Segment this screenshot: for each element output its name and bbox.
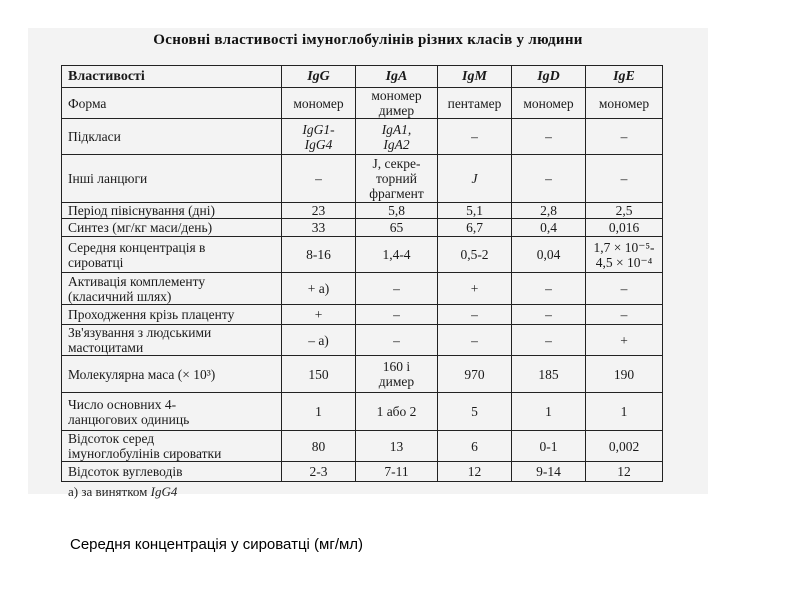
table-cell: – (586, 119, 663, 155)
table-cell: 0,5-2 (438, 237, 512, 273)
table-cell: мономер (282, 88, 356, 119)
table-cell: + (282, 305, 356, 325)
table-cell: 23 (282, 203, 356, 219)
table-row (62, 431, 663, 462)
table-cell: – (356, 273, 438, 305)
table-cell: 1,4-4 (356, 237, 438, 273)
table-cell: – (356, 305, 438, 325)
table-cell: – а) (282, 325, 356, 356)
table-row (62, 325, 663, 356)
table-header-row (62, 66, 663, 88)
table-cell: – (512, 273, 586, 305)
property-label: Число основних 4- ланцюгових одиниць (62, 393, 282, 431)
table-cell: 7-11 (356, 462, 438, 482)
property-label: Зв'язування з людськими мастоцитами (62, 325, 282, 356)
table-cell: 2,8 (512, 203, 586, 219)
property-label: Молекулярна маса (× 10³) (62, 356, 282, 393)
table-cell: 1 (282, 393, 356, 431)
slide-caption: Середня концентрація у сироватці (мг/мл) (70, 536, 364, 553)
table-cell: 80 (282, 431, 356, 462)
table-row (62, 393, 663, 431)
property-label: Форма (62, 88, 282, 119)
table-cell: 1 або 2 (356, 393, 438, 431)
table-row (62, 203, 663, 219)
table-cell: мономер (512, 88, 586, 119)
table-row (62, 305, 663, 325)
table-cell: – (356, 325, 438, 356)
table-cell: IgA1, IgA2 (356, 119, 438, 155)
table-title: Основні властивості імуноглобулінів різних класів у людини (153, 32, 583, 48)
table-row (62, 88, 663, 119)
table-cell: – (512, 155, 586, 203)
table-cell: 1 (512, 393, 586, 431)
table-cell: + а) (282, 273, 356, 305)
property-label: Інші ланцюги (62, 155, 282, 203)
table-cell: 1,7 × 10⁻⁵- 4,5 × 10⁻⁴ (586, 237, 663, 273)
table-cell: мономер (586, 88, 663, 119)
table-cell: – (438, 305, 512, 325)
table-cell: 2-3 (282, 462, 356, 482)
table-cell: 185 (512, 356, 586, 393)
table-cell: 6,7 (438, 219, 512, 237)
table-row (62, 219, 663, 237)
table-cell: – (586, 273, 663, 305)
table-cell: J, секре- торний фрагмент (356, 155, 438, 203)
table-cell: 970 (438, 356, 512, 393)
table-cell: 0,002 (586, 431, 663, 462)
table-cell: 33 (282, 219, 356, 237)
column-header: IgM (438, 66, 512, 88)
table-cell: – (282, 155, 356, 203)
table-row (62, 462, 663, 482)
table-cell: 0,4 (512, 219, 586, 237)
table-row (62, 155, 663, 203)
table-cell: J (438, 155, 512, 203)
property-label: Відсоток вуглеводів (62, 462, 282, 482)
table-cell: 13 (356, 431, 438, 462)
immunoglobulin-table (61, 65, 663, 482)
table-cell: 1 (586, 393, 663, 431)
table-cell: 0-1 (512, 431, 586, 462)
table-cell: 160 і димер (356, 356, 438, 393)
table-cell: 0,016 (586, 219, 663, 237)
table-row (62, 356, 663, 393)
property-label: Активація комплементу (класичний шлях) (62, 273, 282, 305)
table-row (62, 237, 663, 273)
table-cell: 5,1 (438, 203, 512, 219)
table-cell: мономер димер (356, 88, 438, 119)
property-label: Синтез (мг/кг маси/день) (62, 219, 282, 237)
column-header: IgA (356, 66, 438, 88)
column-header: Властивості (62, 66, 282, 88)
table-row (62, 273, 663, 305)
property-label: Відсоток серед імуноглобулінів сироватки (62, 431, 282, 462)
table-cell: + (586, 325, 663, 356)
table-cell: 0,04 (512, 237, 586, 273)
footnote (68, 484, 177, 500)
property-label: Період півіснування (дні) (62, 203, 282, 219)
table-cell: 190 (586, 356, 663, 393)
column-header: IgG (282, 66, 356, 88)
table-cell: – (586, 305, 663, 325)
property-label: Підкласи (62, 119, 282, 155)
column-header: IgD (512, 66, 586, 88)
table-cell: IgG1- IgG4 (282, 119, 356, 155)
property-label: Проходження крізь плаценту (62, 305, 282, 325)
table-cell: – (438, 119, 512, 155)
table-cell: 5,8 (356, 203, 438, 219)
table-cell: – (512, 119, 586, 155)
table-row (62, 119, 663, 155)
table-cell: 12 (586, 462, 663, 482)
table-cell: пентамер (438, 88, 512, 119)
table-cell: 65 (356, 219, 438, 237)
table-cell: 12 (438, 462, 512, 482)
table-cell: – (438, 325, 512, 356)
table-cell: 9-14 (512, 462, 586, 482)
footnote-italic: IgG4 (150, 484, 178, 499)
footnote-text: а) за винятком (68, 484, 151, 499)
table-cell: – (512, 325, 586, 356)
table-cell: – (512, 305, 586, 325)
table-cell: – (586, 155, 663, 203)
property-label: Середня концентрація в сироватці (62, 237, 282, 273)
table-cell: 150 (282, 356, 356, 393)
column-header: IgE (586, 66, 663, 88)
table-cell: 2,5 (586, 203, 663, 219)
table-cell: 6 (438, 431, 512, 462)
table-cell: + (438, 273, 512, 305)
table-cell: 5 (438, 393, 512, 431)
table-image (28, 28, 708, 499)
table-cell: 8-16 (282, 237, 356, 273)
